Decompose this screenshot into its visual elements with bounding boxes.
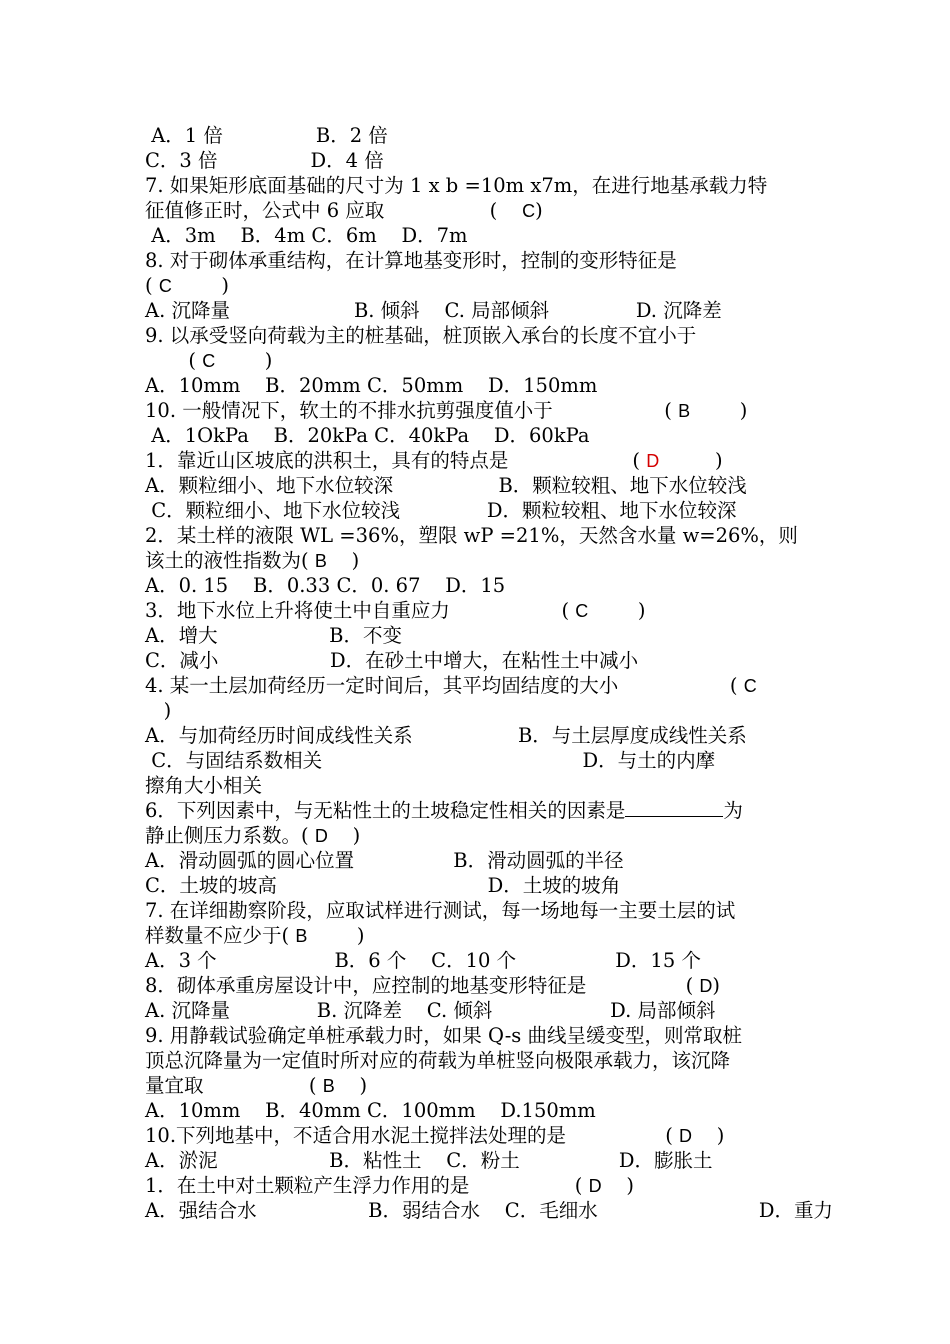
question-text: 为 [723, 799, 743, 822]
answer-text: C [522, 201, 536, 221]
text-line [145, 673, 757, 698]
question-text: C．颗粒细小、地下水位较浅 D．颗粒较粗、地下水位较深 [145, 499, 737, 522]
question-text: 1．靠近山区坡底的洪积土，具有的特点是 ( [145, 449, 647, 472]
question-text: 该土的液性指数为( [145, 549, 315, 572]
question-text: ) [535, 199, 543, 222]
question-text: 9. 以承受竖向荷载为主的桩基础，桩顶嵌入承台的长度不宜小于 [145, 324, 697, 347]
text-line [145, 273, 229, 298]
question-text: A．强结合水 B．弱结合水 C．毛细水 D．重力 [145, 1199, 833, 1222]
question-text: ) [171, 274, 230, 297]
answer-text: C [158, 276, 172, 296]
question-text: ) [327, 824, 361, 847]
question-text: A．1 倍 B．2 倍 [145, 124, 388, 147]
answer-text: B [322, 1076, 335, 1096]
text-line [145, 698, 171, 723]
text-line [145, 973, 720, 998]
question-text: C．土坡的坡高 D．土坡的坡角 [145, 874, 621, 897]
question-text: 7. 如果矩形底面基础的尺寸为 1 x b =10m x7m，在进行地基承载力特 [145, 174, 768, 197]
question-text: 4. 某一土层加荷经历一定时间后，其平均固结度的大小 ( [145, 674, 744, 697]
text-line [145, 298, 722, 323]
question-text: 静止侧压力系数。( [145, 824, 315, 847]
text-line [145, 373, 597, 398]
question-text: ) [588, 599, 646, 622]
text-line [145, 1148, 713, 1173]
text-line [145, 523, 798, 548]
text-line [145, 1123, 724, 1148]
question-text: ) [659, 449, 723, 472]
answer-text: C [202, 351, 216, 371]
text-line [145, 498, 737, 523]
question-text: C．3 倍 D．4 倍 [145, 149, 384, 172]
text-line [145, 248, 677, 273]
question-text: A．3 个 B．6 个 C．10 个 D．15 个 [145, 949, 701, 972]
text-line [145, 123, 388, 148]
question-text: 7. 在详细勘察阶段，应取试样进行测试，每一场地每一主要土层的试 [145, 899, 736, 922]
answer-text: B [295, 926, 308, 946]
question-text: C．与固结系数相关 D．与土的内摩 [145, 749, 716, 772]
text-line [145, 898, 735, 923]
question-text: 3．地下水位上升将使土中自重应力 ( [145, 599, 576, 622]
text-line [145, 848, 624, 873]
answer-text: D [588, 1176, 602, 1196]
text-line [145, 923, 365, 948]
question-text: A．1OkPa B．20kPa C．40kPa D．60kPa [145, 424, 590, 447]
question-text: A. 沉降量 B. 倾斜 C. 局部倾斜 D. 沉降差 [145, 299, 722, 322]
text-line [145, 1098, 596, 1123]
text-line [145, 348, 272, 373]
answer-text: D [646, 451, 660, 471]
question-text: ) [601, 1174, 634, 1197]
question-text: C．减小 D．在砂土中增大，在粘性土中减小 [145, 649, 639, 672]
text-line [145, 948, 701, 973]
question-text: A．滑动圆弧的圆心位置 B．滑动圆弧的半径 [145, 849, 624, 872]
question-text: ) [690, 399, 748, 422]
text-line [145, 423, 590, 448]
text-line [145, 723, 747, 748]
text-line [145, 448, 723, 473]
question-text: ) [334, 1074, 368, 1097]
question-text: 1．在土中对土颗粒产生浮力作用的是 ( [145, 1174, 589, 1197]
question-text: 10.下列地基中，不适合用水泥土搅拌法处理的是 ( [145, 1124, 679, 1147]
question-text: A．淤泥 B．粘性土 C．粉土 D．膨胀土 [145, 1149, 713, 1172]
question-text: ( [145, 349, 203, 372]
question-text: ) [215, 349, 273, 372]
answer-text: D [699, 976, 713, 996]
question-text: 10. 一般情况下，软土的不排水抗剪强度值小于 ( [145, 399, 679, 422]
text-line [145, 573, 505, 598]
question-text: A．0. 15 B．0.33 C．0. 67 D．15 [145, 574, 506, 597]
text-line [145, 1198, 833, 1223]
question-text: A．增大 B．不变 [145, 624, 402, 647]
question-text: ) [307, 924, 365, 947]
answer-text: D [314, 826, 328, 846]
question-text: A．颗粒细小、地下水位较深 B．颗粒较粗、地下水位较浅 [145, 474, 747, 497]
text-line [145, 198, 543, 223]
text-line [145, 1048, 730, 1073]
question-text: A．10mm B．20mm C．50mm D．150mm [145, 374, 598, 397]
fill-blank [625, 798, 723, 817]
text-line [145, 473, 747, 498]
text-line [145, 173, 767, 198]
text-line [145, 998, 716, 1023]
answer-text: C [743, 676, 757, 696]
text-line [145, 748, 715, 773]
question-text: A．3m B．4m C．6m D．7m [145, 224, 468, 247]
question-text: 量宜取 ( [145, 1074, 323, 1097]
question-text: A. 沉降量 B. 沉降差 C. 倾斜 D. 局部倾斜 [145, 999, 716, 1022]
text-line [145, 1173, 634, 1198]
question-text: 9. 用静载试验确定单桩承载力时，如果 Q-s 曲线呈缓变型，则常取桩 [145, 1024, 742, 1047]
answer-text: B [678, 401, 691, 421]
text-line [145, 1073, 367, 1098]
text-line [145, 223, 468, 248]
question-text: 擦角大小相关 [145, 774, 263, 797]
text-line [145, 823, 360, 848]
text-line [145, 598, 646, 623]
question-text: ( [145, 274, 159, 297]
question-text: 顶总沉降量为一定值时所对应的荷载为单桩竖向极限承载力，该沉降 [145, 1049, 731, 1072]
answer-text: B [314, 551, 327, 571]
question-text: A．与加荷经历时间成线性关系 B．与土层厚度成线性关系 [145, 724, 747, 747]
text-line [145, 648, 638, 673]
text-line [145, 548, 359, 573]
question-text: 样数量不应少于( [145, 924, 296, 947]
text-line [145, 148, 384, 173]
text-line [145, 623, 402, 648]
question-text: 征值修正时，公式中 6 应取 ( [145, 199, 523, 222]
text-line [145, 398, 747, 423]
text-line [145, 873, 620, 898]
text-line [145, 1023, 742, 1048]
answer-text: C [575, 601, 589, 621]
question-text: A．10mm B．40mm C．100mm D.150mm [145, 1099, 596, 1122]
question-text: 8．砌体承重房屋设计中，应控制的地基变形特征是 ( [145, 974, 700, 997]
question-text: ) [692, 1124, 725, 1147]
question-text: ) [145, 699, 172, 722]
question-text: 8. 对于砌体承重结构，在计算地基变形时，控制的变形特征是 [145, 249, 677, 272]
question-text: 2．某土样的液限 WL =36%，塑限 wP =21%，天然含水量 w=26%，则 [145, 524, 798, 547]
answer-text: D [679, 1126, 692, 1146]
text-line [145, 773, 262, 798]
text-line [145, 323, 696, 348]
text-line [145, 798, 743, 823]
question-text: 6．下列因素中，与无粘性土的土坡稳定性相关的因素是 [145, 799, 626, 822]
question-text: ) [712, 974, 720, 997]
question-text: ) [326, 549, 360, 572]
